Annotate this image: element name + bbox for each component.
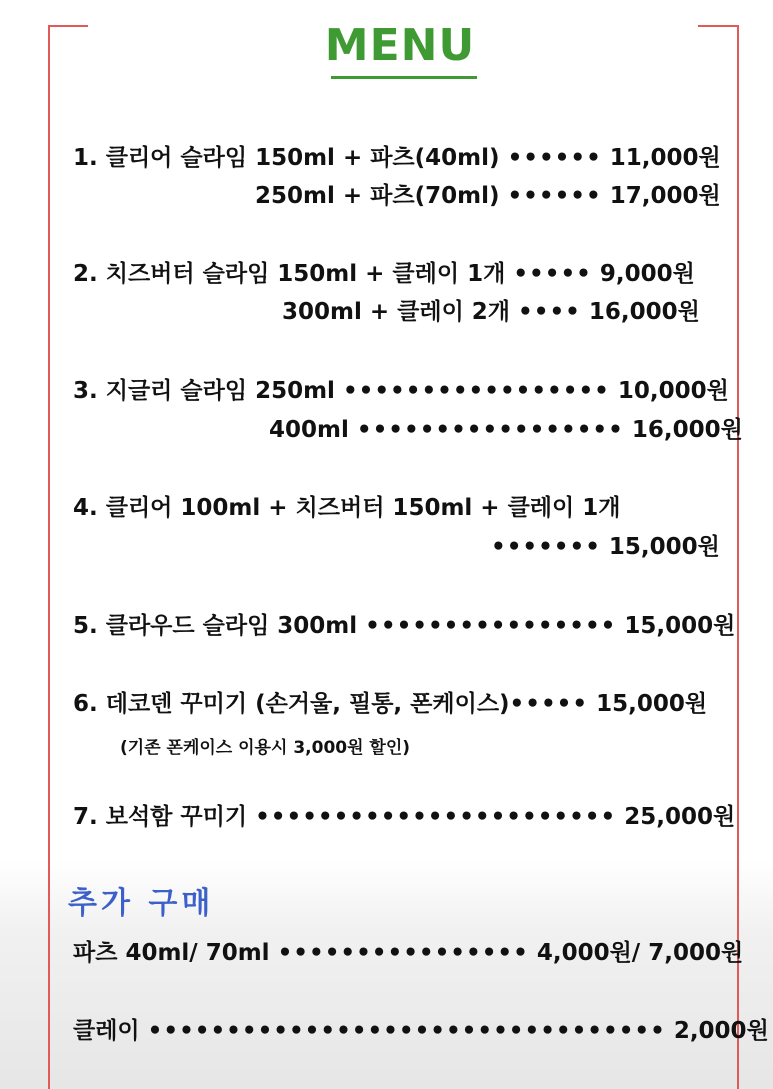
leader-dots: ••••••••••••••••• [356, 417, 624, 443]
leader-dots: ••••• [513, 261, 592, 287]
item-text: 클레이 [73, 1018, 140, 1044]
item-text: 250ml + 파츠(70ml) [255, 183, 500, 209]
frame-right-side [737, 25, 739, 1089]
menu-item-1 [73, 143, 721, 173]
menu-item-5 [73, 611, 735, 641]
menu-title: MENU [324, 20, 476, 71]
discount-note: (기존 폰케이스 이용시 3,000원 할인) [120, 738, 411, 758]
menu-item-2-option [282, 297, 700, 327]
leader-dots: ••••• [509, 691, 589, 717]
menu-item-3-option [269, 415, 743, 445]
item-text: 3. 지글리 슬라임 250ml [73, 378, 335, 404]
leader-dots: •••••• [507, 183, 602, 209]
item-price: 16,000원 [631, 417, 743, 443]
item-price: 9,000원 [599, 261, 695, 287]
item-text: 4. 클리어 100ml + 치즈버터 150ml + 클레이 1개 [73, 495, 621, 521]
extra-item-parts [73, 938, 743, 968]
leader-dots: ••••••• [491, 534, 601, 560]
item-price: 2,000원 [673, 1018, 769, 1044]
leader-dots: •••••••••••••••• [277, 940, 529, 966]
item-text: 7. 보석함 꾸미기 [73, 804, 248, 830]
menu-item-2 [73, 259, 695, 289]
title-underline [331, 76, 477, 79]
item-price: 4,000원/ 7,000원 [536, 940, 744, 966]
item-price: 15,000원 [608, 534, 720, 560]
item-text: 2. 치즈버터 슬라임 150ml + 클레이 1개 [73, 261, 506, 287]
extra-purchase-heading: 추가 구매 [68, 886, 215, 921]
menu-item-6 [73, 689, 707, 719]
menu-item-3 [73, 376, 729, 406]
item-price: 15,000원 [596, 691, 708, 717]
item-text: 1. 클리어 슬라임 150ml + 파츠(40ml) [73, 145, 500, 171]
item-price: 25,000원 [624, 804, 736, 830]
leader-dots: •••••••••••••••• [365, 613, 617, 639]
leader-dots: •••••• [507, 145, 602, 171]
leader-dots: ••••••••••••••••• [342, 378, 610, 404]
item-text: 6. 데코덴 꾸미기 (손거울, 필통, 폰케이스) [73, 691, 510, 717]
item-price: 15,000원 [624, 613, 736, 639]
item-text: 300ml + 클레이 2개 [282, 299, 511, 325]
menu-item-1-option [255, 181, 721, 211]
menu-item-4 [73, 493, 620, 523]
item-price: 11,000원 [609, 145, 721, 171]
frame-left-side [48, 25, 50, 1089]
item-price: 17,000원 [609, 183, 721, 209]
leader-dots: ••••••••••••••••••••••• [255, 804, 617, 830]
menu-item-4-price [491, 532, 720, 562]
item-price: 10,000원 [617, 378, 729, 404]
menu-item-7 [73, 802, 735, 832]
item-text: 400ml [269, 417, 349, 443]
item-text: 5. 클라우드 슬라임 300ml [73, 613, 358, 639]
item-text: 파츠 40ml/ 70ml [73, 940, 270, 966]
item-price: 16,000원 [588, 299, 700, 325]
extra-item-clay [73, 1016, 769, 1046]
leader-dots: •••• [518, 299, 581, 325]
leader-dots: ••••••••••••••••••••••••••••••••• [147, 1018, 666, 1044]
